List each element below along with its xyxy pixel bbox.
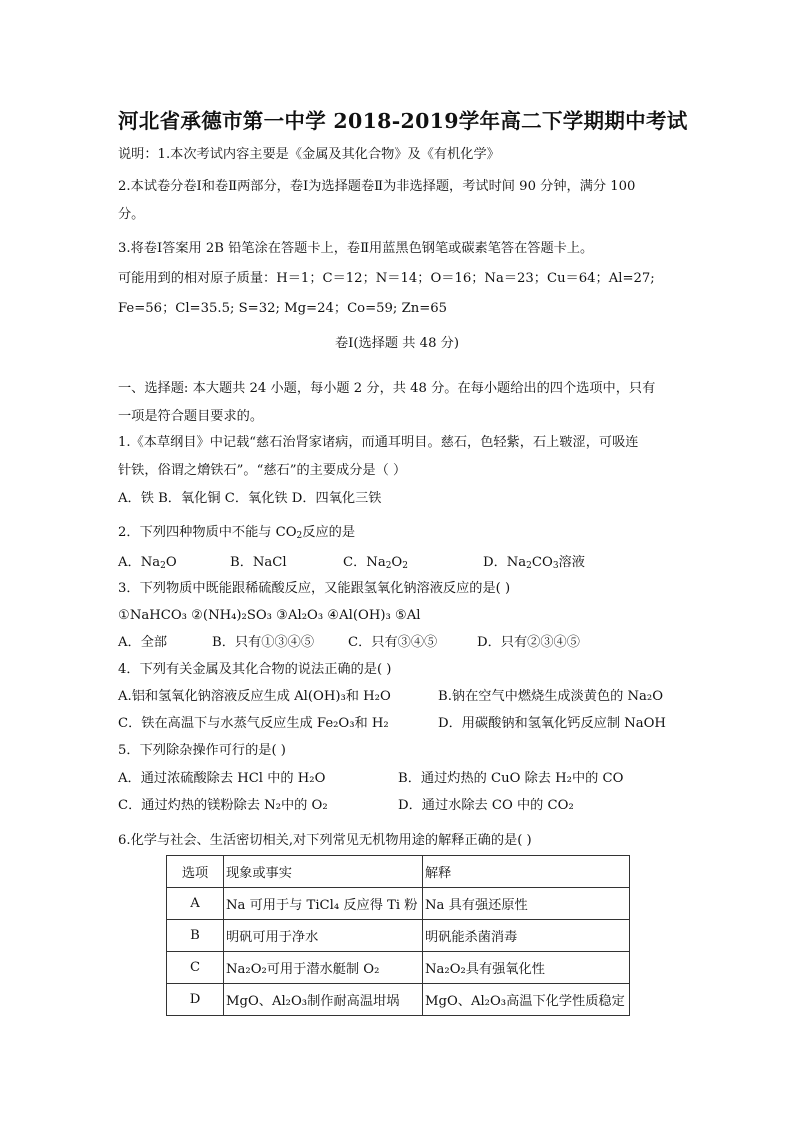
table-header-cell: 选项 bbox=[167, 856, 224, 888]
atomic-mass-line: 可能用到的相对原子质量：H＝1；C＝12；N＝14；O＝16；Na＝23；Cu＝64；Al=27; bbox=[118, 271, 655, 286]
instruction-line: 2.本试卷分卷Ⅰ和卷Ⅱ两部分，卷Ⅰ为选择题卷Ⅱ为非选择题，考试时间 90 分钟，满分 100 bbox=[118, 179, 636, 194]
table-header-cell: 现象或事实 bbox=[224, 856, 423, 888]
table-row bbox=[167, 888, 630, 920]
table-header-row bbox=[167, 856, 630, 888]
question-2-option-b: B．NaCl bbox=[230, 555, 287, 570]
question-3-option-d: D．只有②③④⑤ bbox=[477, 635, 580, 650]
question-4-option-a: A.铝和氢氧化钠溶液反应生成 Al(OH)₃和 H₂O bbox=[118, 689, 391, 704]
question-5-option-c: C．通过灼热的镁粉除去 N₂中的 O₂ bbox=[118, 798, 328, 813]
question-3-stem: 3．下列物质中既能跟稀硫酸反应，又能跟氢氧化钠溶液反应的是( ) bbox=[118, 581, 511, 596]
table-row bbox=[167, 920, 630, 952]
table-cell: 明矾能杀菌消毒 bbox=[423, 920, 630, 952]
question-4-option-c: C．铁在高温下与水蒸气反应生成 Fe₂O₃和 H₂ bbox=[118, 716, 389, 731]
question-3-items: ①NaHCO₃ ②(NH₄)₂SO₃ ③Al₂O₃ ④Al(OH)₃ ⑤Al bbox=[118, 608, 421, 623]
question-5-option-d: D．通过水除去 CO 中的 CO₂ bbox=[398, 798, 574, 813]
question-3-option-b: B．只有①③④⑤ bbox=[212, 635, 315, 650]
part-instructions: 一项是符合题目要求的。 bbox=[118, 409, 264, 424]
instruction-line: 分。 bbox=[118, 207, 145, 222]
part-instructions: 一、选择题: 本大题共 24 小题，每小题 2 分，共 48 分。在每小题给出的四个选项中，只有 bbox=[118, 381, 656, 396]
atomic-mass-line: Fe=56；Cl=35.5; S=32; Mg=24；Co=59; Zn=65 bbox=[118, 301, 448, 316]
question-2-option-d: D．$Na_2CO_3$溶液 bbox=[483, 555, 585, 571]
table-cell: A bbox=[167, 888, 224, 920]
question-1-stem: 1.《本草纲目》中记载“慈石治肾家诸病，而通耳明目。慈石，色轻紫，石上皲涩，可吸连 bbox=[118, 435, 639, 450]
exam-title: 河北省承德市第一中学 2018-2019学年高二下学期期中考试 bbox=[118, 109, 688, 133]
table-row bbox=[167, 952, 630, 984]
question-3-option-c: C．只有③④⑤ bbox=[348, 635, 438, 650]
question-4-stem: 4．下列有关金属及其化合物的说法正确的是( ) bbox=[118, 662, 392, 677]
instruction-line: 说明：1.本次考试内容主要是《金属及其化合物》及《有机化学》 bbox=[118, 147, 500, 162]
question-3-option-a: A．全部 bbox=[118, 635, 168, 650]
table-cell: 明矾可用于净水 bbox=[224, 920, 423, 952]
question-2-option-c: C．$Na_2O_2$ bbox=[343, 555, 408, 571]
question-6-table bbox=[166, 855, 630, 1016]
table-cell: B bbox=[167, 920, 224, 952]
table-cell: Na₂O₂具有强氧化性 bbox=[423, 952, 630, 984]
question-2-option-a: A．$Na_2O$ bbox=[118, 555, 177, 571]
table-cell: C bbox=[167, 952, 224, 984]
question-6-stem: 6.化学与社会、生活密切相关,对下列常见无机物用途的解释正确的是( ) bbox=[118, 833, 532, 848]
question-1-options: A．铁 B．氧化铜 C．氧化铁 D．四氧化三铁 bbox=[118, 491, 382, 506]
table-cell: D bbox=[167, 984, 224, 1016]
question-5-stem: 5．下列除杂操作可行的是( ) bbox=[118, 743, 286, 758]
question-2-stem: 2．下列四种物质中不能与 $CO_2$反应的是 bbox=[118, 525, 356, 541]
section-header: 卷Ⅰ(选择题 共 48 分) bbox=[335, 336, 459, 351]
table-row bbox=[167, 984, 630, 1016]
question-5-option-b: B．通过灼热的 CuO 除去 H₂中的 CO bbox=[398, 771, 624, 786]
question-5-option-a: A．通过浓硫酸除去 HCl 中的 H₂O bbox=[118, 771, 326, 786]
instruction-line: 3.将卷Ⅰ答案用 2B 铅笔涂在答题卡上，卷Ⅱ用蓝黑色钢笔或碳素笔答在答题卡上。 bbox=[118, 241, 594, 256]
table-cell: MgO、Al₂O₃高温下化学性质稳定 bbox=[423, 984, 630, 1016]
question-4-option-d: D．用碳酸钠和氢氧化钙反应制 NaOH bbox=[438, 716, 666, 731]
table-cell: MgO、Al₂O₃制作耐高温坩埚 bbox=[224, 984, 423, 1016]
table-cell: Na₂O₂可用于潜水艇制 O₂ bbox=[224, 952, 423, 984]
question-4-option-b: B.钠在空气中燃烧生成淡黄色的 Na₂O bbox=[438, 689, 664, 704]
question-1-stem: 针铁，俗谓之熁铁石”。“慈石”的主要成分是（ ） bbox=[118, 463, 407, 478]
table-cell: Na 可用于与 TiCl₄ 反应得 Ti 粉 bbox=[224, 888, 423, 920]
table-header-cell: 解释 bbox=[423, 856, 630, 888]
table-cell: Na 具有强还原性 bbox=[423, 888, 630, 920]
